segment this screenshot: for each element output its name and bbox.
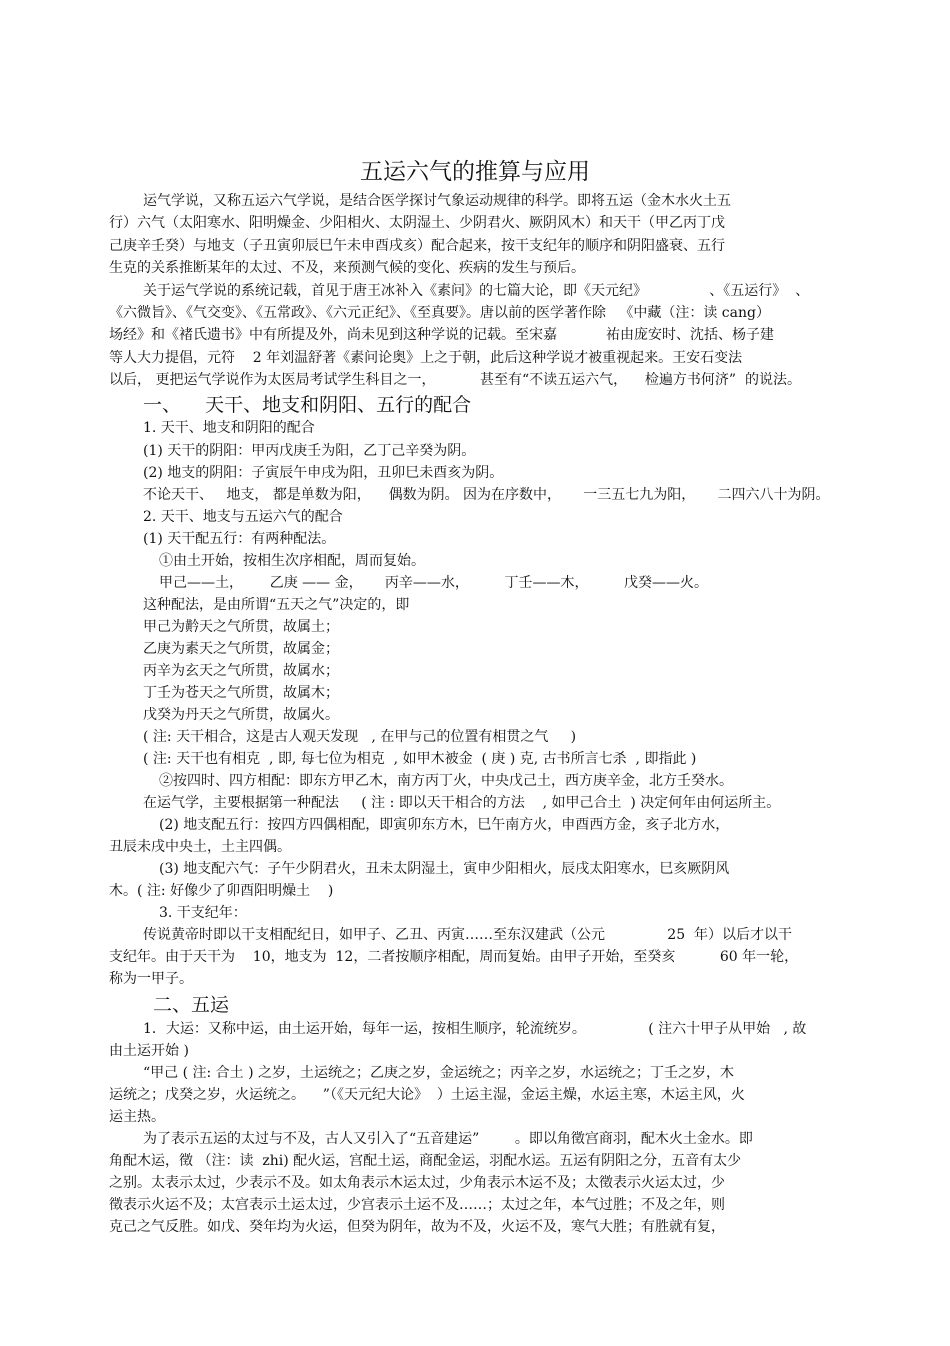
paragraph-line: 在运气学，主要根据第一种配法 ( 注 : 即以天干相合的方法 , 如甲己合土 ) 决定何年由何运所主。 — [143, 795, 781, 811]
page-title: 五运六气的推算与应用 — [360, 159, 590, 185]
paragraph-line: 支纪年。由于天干为 10，地支为 12，二者按顺序相配，周而复始。由甲子开始，至癸亥 60 年一轮， — [109, 949, 799, 965]
paragraph-line: (1) 天干的阴阳：甲丙戊庚壬为阳，乙丁己辛癸为阴。 — [143, 443, 476, 459]
paragraph-line: 由土运开始 ) — [109, 1043, 189, 1059]
paragraph-line: 木。( 注: 好像少了卯酉阳明燥土 ) — [109, 883, 334, 899]
paragraph-line: (2) 地支的阴阳：子寅辰午申戌为阳，丑卯巳未酉亥为阴。 — [143, 465, 504, 481]
paragraph-line: 2. 天干、地支与五运六气的配合 — [143, 509, 343, 525]
paragraph-line: 戊癸为丹天之气所贯，故属火。 — [143, 707, 339, 723]
paragraph-line: ①由土开始，按相生次序相配，周而复始。 — [159, 553, 425, 569]
section-heading: 一、 天干、地支和阴阳、五行的配合 — [143, 394, 472, 416]
paragraph-line: 1. 天干、地支和阴阳的配合 — [143, 420, 315, 436]
paragraph-line: 3. 干支纪年： — [159, 905, 247, 921]
paragraph-line: 运统之；戊癸之岁，火运统之。 ”（《天元纪大论》 ）土运主湿，金运主燥，水运主寒，木运主风，火 — [109, 1087, 745, 1103]
paragraph-line: 运主热。 — [109, 1109, 165, 1125]
paragraph-line: “甲己 ( 注: 合土 ) 之岁，土运统之；乙庚之岁，金运统之；丙辛之岁，水运统之；丁壬之岁，木 — [143, 1065, 735, 1081]
paragraph-line: 甲己——土， 乙庚 —— 金， 丙辛——水， 丁壬——木， 戊癸——火。 — [159, 575, 709, 591]
paragraph-line: ( 注: 天干也有相克 , 即, 每七位为相克 , 如甲木被金 ( 庚 ) 克, 古书所言七杀 , 即指此 ) — [143, 751, 697, 767]
paragraph-line: 生克的关系推断某年的太过、不及，来预测气候的变化、疾病的发生与预后。 — [109, 260, 585, 276]
paragraph-line: (1) 天干配五行：有两种配法。 — [143, 531, 336, 547]
paragraph-line: 称为一甲子。 — [109, 971, 193, 987]
paragraph-line: 甲己为黅天之气所贯，故属土； — [143, 619, 339, 635]
paragraph-line: 乙庚为素天之气所贯，故属金； — [143, 641, 339, 657]
paragraph-line: 徵表示火运不及；太宫表示土运太过，少宫表示土运不及……；太过之年，本气过胜；不及之年，则 — [109, 1197, 725, 1213]
paragraph-line: (2) 地支配五行：按四方四偶相配，即寅卯东方木，巳午南方火，申酉西方金，亥子北方水， — [159, 817, 730, 833]
paragraph-line: 丙辛为玄天之气所贯，故属水； — [143, 663, 339, 679]
paragraph-line: 关于运气学说的系统记载，首见于唐王冰补入《素问》的七篇大论，即《天元纪》 、《五运行》 、 — [143, 283, 810, 299]
paragraph-line: 以后， 更把运气学说作为太医局考试学生科目之一， 甚至有“不读五运六气， 检遍方书何济” 的说法。 — [109, 372, 801, 388]
paragraph-line: 1．大运：又称中运，由土运开始，每年一运，按相生顺序，轮流统岁。 ( 注六十甲子从甲始 , 故 — [143, 1021, 807, 1037]
paragraph-line: 运气学说，又称五运六气学说，是结合医学探讨气象运动规律的科学。即将五运（金木水火土五 — [143, 193, 731, 209]
paragraph-line: ( 注: 天干相合，这是古人观天发现 , 在甲与己的位置有相贯之气 ) — [143, 729, 577, 745]
paragraph-line: 场经》和《褚氏遗书》中有所提及外，尚未见到这种学说的记载。至宋嘉 祐由庞安时、沈括、杨子建 — [109, 327, 774, 343]
paragraph-line: ②按四时、四方相配：即东方甲乙木，南方丙丁火，中央戊己土，西方庚辛金，北方壬癸水。 — [159, 773, 733, 789]
paragraph-line: 不论天干、 地支， 都是单数为阳， 偶数为阴。 因为在序数中， 一三五七九为阳， 二四六八十为阴。 — [143, 487, 830, 503]
paragraph-line: 丁壬为苍天之气所贯，故属木； — [143, 685, 339, 701]
paragraph-line: 行）六气（太阳寒水、阳明燥金、少阳相火、太阴湿土、少阴君火、厥阴风木）和天干（甲乙丙丁戊 — [109, 215, 725, 231]
section-heading: 二、五运 — [153, 994, 230, 1016]
paragraph-line: 克己之气反胜。如戊、癸年均为火运，但癸为阴年，故为不及，火运不及，寒气大胜；有胜就有复， — [109, 1219, 725, 1235]
paragraph-line: 角配木运，徵 （注：读 zhi) 配火运，宫配土运，商配金运，羽配水运。五运有阴阳之分，五音有太少 — [109, 1153, 742, 1169]
paragraph-line: 丑辰未戌中央土，土主四偶。 — [109, 839, 291, 855]
paragraph-line: (3) 地支配六气：子午少阴君火，丑未太阴湿土，寅申少阳相火，辰戌太阳寒水，巳亥厥阴风 — [159, 861, 730, 877]
paragraph-line: 为了表示五运的太过与不及，古人又引入了“五音建运” 。即以角徵宫商羽，配木火土金水。即 — [143, 1131, 753, 1147]
paragraph-line: 这种配法，是由所谓“五天之气”决定的，即 — [143, 597, 410, 613]
paragraph-line: 《六微旨》、《气交变》、《五常政》、《六元正纪》、《至真要》。唐以前的医学著作除 《中藏（注：读 cang） — [109, 305, 770, 321]
paragraph-line: 传说黄帝时即以干支相配纪日，如甲子、乙丑、丙寅……至东汉建武（公元 25 年）以后才以干 — [143, 927, 793, 943]
paragraph-line: 之别。太表示太过，少表示不及。如太角表示木运太过，少角表示木运不及；太徵表示火运太过，少 — [109, 1175, 725, 1191]
paragraph-line: 己庚辛壬癸）与地支（子丑寅卯辰巳午未申酉戌亥）配合起来，按干支纪年的顺序和阴阳盛衰、五行 — [109, 238, 725, 254]
paragraph-line: 等人大力提倡，元符 2 年刘温舒著《素问论奥》上之于朝，此后这种学说才被重视起来。王安石变法 — [109, 350, 743, 366]
